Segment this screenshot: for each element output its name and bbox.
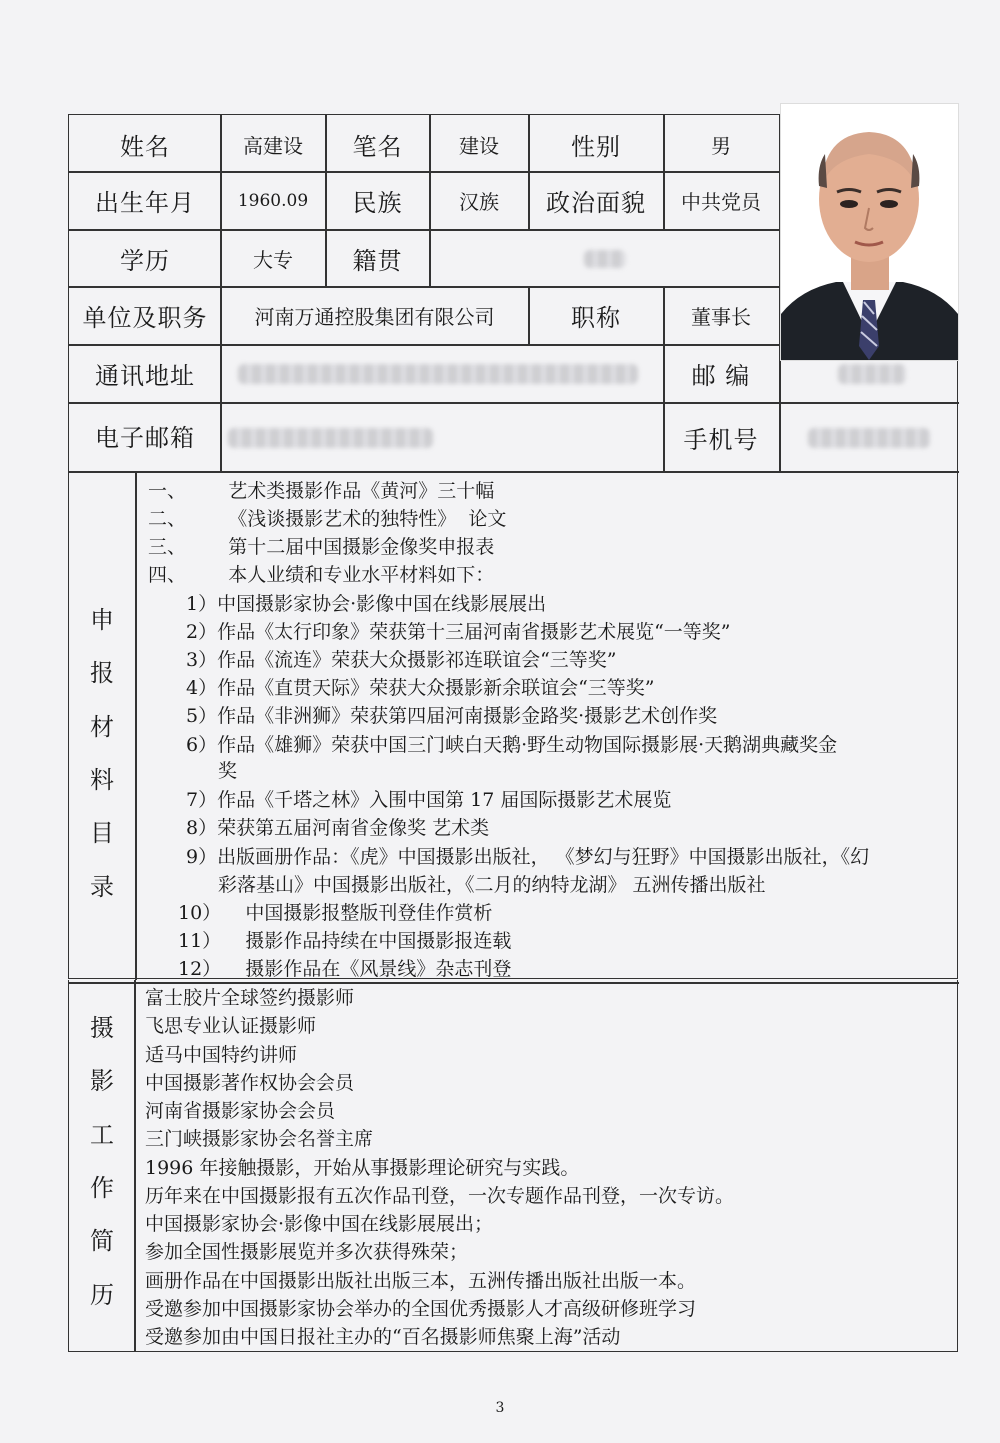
materials-item: 6）作品《雄狮》荣获中国三门峡白天鹅·野生动物国际摄影展·天鹅湖典藏奖金 [186, 734, 838, 756]
ethnicity-value: 汉族 [459, 190, 499, 214]
col-divider [220, 344, 222, 471]
page-number: 3 [495, 1400, 505, 1416]
resume-item: 三门峡摄影家协会名誉主席 [145, 1128, 374, 1150]
materials-item: 8）荣获第五届河南省金像奖 艺术类 [186, 817, 490, 839]
materials-item: 3）作品《流连》荣获大众摄影祁连联谊会“三等奖” [186, 649, 617, 671]
name-label: 姓名 [120, 132, 170, 161]
materials-title-char: 报 [90, 659, 114, 688]
title-value: 董事长 [691, 305, 751, 329]
resume-item: 画册作品在中国摄影出版社出版三本，五洲传播出版社出版一本。 [145, 1270, 697, 1292]
title-label: 职称 [571, 304, 621, 332]
materials-title-char: 料 [90, 765, 114, 794]
materials-item: 11） 摄影作品持续在中国摄影报连载 [178, 930, 512, 952]
resume-title [70, 1008, 134, 1328]
materials-item: 二、 《浅谈摄影艺术的独特性》 论文 [148, 508, 507, 530]
resume-item: 受邀参加由中国日报社主办的“百名摄影师焦聚上海”活动 [145, 1326, 621, 1348]
materials-title-char: 材 [90, 712, 114, 741]
resume-title-char: 工 [90, 1120, 114, 1149]
materials-title [70, 600, 134, 920]
resume-item: 中国摄影家协会·影像中国在线影展展出； [145, 1213, 494, 1235]
materials-item: 5）作品《非洲狮》荣获第四届河南摄影金路奖·摄影艺术创作奖 [186, 705, 718, 727]
birth-value: 1960.09 [237, 190, 309, 211]
redacted-address [238, 364, 638, 384]
resume-item: 历年来在中国摄影报有五次作品刊登，一次专题作品刊登，一次专访。 [145, 1185, 735, 1207]
gender-label: 性别 [571, 132, 621, 161]
materials-item: 三、 第十二届中国摄影金像奖申报表 [148, 536, 495, 558]
materials-item: 12） 摄影作品在《风景线》杂志刊登 [178, 958, 512, 980]
redacted-hometown [584, 250, 626, 268]
materials-item: 1）中国摄影家协会·影像中国在线影展展出 [186, 593, 547, 615]
resume-title-char: 影 [90, 1067, 114, 1096]
political-value: 中共党员 [681, 190, 761, 214]
materials-item: 7）作品《千塔之林》入围中国第 17 届国际摄影艺术展览 [186, 789, 672, 811]
resume-item: 受邀参加中国摄影家协会举办的全国优秀摄影人才高级研修班学习 [145, 1298, 697, 1320]
employer-label: 单位及职务 [82, 304, 208, 332]
political-label: 政治面貌 [546, 189, 646, 217]
resume-item: 1996 年接触摄影，开始从事摄影理论研究与实践。 [145, 1157, 580, 1179]
col-divider [135, 471, 137, 980]
resume-item: 参加全国性摄影展览并多次获得殊荣； [145, 1241, 469, 1263]
row-divider [69, 471, 959, 473]
redacted-email [228, 428, 433, 448]
materials-item: 一、 艺术类摄影作品《黄河》三十幅 [148, 480, 495, 502]
materials-item-continued: 彩落基山》中国摄影出版社，《二月的纳特龙湖》 五洲传播出版社 [218, 874, 766, 896]
redacted-postcode [838, 364, 906, 384]
hometown-label: 籍贯 [352, 246, 403, 275]
materials-item: 4）作品《直贯天际》荣获大众摄影新余联谊会“三等奖” [186, 677, 655, 699]
birth-label: 出生年月 [95, 189, 195, 217]
materials-title-char: 录 [90, 872, 114, 901]
education-label: 学历 [120, 246, 170, 275]
col-divider [134, 980, 136, 1352]
portrait-image [781, 104, 958, 360]
resume-title-char: 简 [90, 1227, 114, 1256]
materials-title-char: 目 [90, 819, 114, 848]
employer-value: 河南万通控股集团有限公司 [254, 305, 495, 329]
resume-title-char: 历 [90, 1280, 114, 1309]
materials-item-continued: 奖 [218, 760, 238, 782]
education-value: 大专 [253, 247, 293, 272]
resume-title-char: 作 [90, 1173, 114, 1202]
pen-name-label: 笔名 [352, 132, 403, 161]
resume-item: 河南省摄影家协会会员 [145, 1100, 336, 1122]
resume-title-char: 摄 [90, 1014, 114, 1042]
resume-item: 适马中国特约讲师 [145, 1044, 298, 1066]
resume-item: 富士胶片全球签约摄影师 [145, 987, 355, 1009]
redacted-phone [808, 428, 930, 448]
materials-item: 2）作品《太行印象》荣获第十三届河南省摄影艺术展览“一等奖” [186, 621, 731, 643]
ethnicity-label: 民族 [352, 189, 403, 217]
phone-label: 手机号 [683, 425, 759, 454]
postcode-label: 邮 编 [691, 362, 751, 390]
materials-item: 四、 本人业绩和专业水平材料如下： [148, 564, 495, 586]
materials-title-char: 申 [90, 606, 114, 634]
materials-item: 10） 中国摄影报整版刊登佳作赏析 [178, 902, 493, 924]
name-value: 高建设 [243, 133, 303, 158]
gender-value: 男 [711, 133, 731, 158]
resume-item: 飞思专业认证摄影师 [145, 1015, 317, 1037]
address-label: 通讯地址 [95, 362, 195, 390]
email-label: 电子邮箱 [95, 423, 195, 452]
pen-name-value: 建设 [459, 133, 499, 158]
portrait-photo [780, 103, 959, 361]
resume-item: 中国摄影著作权协会会员 [145, 1072, 355, 1094]
col-divider [779, 344, 781, 471]
materials-item: 9）出版画册作品：《虎》中国摄影出版社， 《梦幻与狂野》中国摄影出版社，《幻 [186, 846, 870, 868]
